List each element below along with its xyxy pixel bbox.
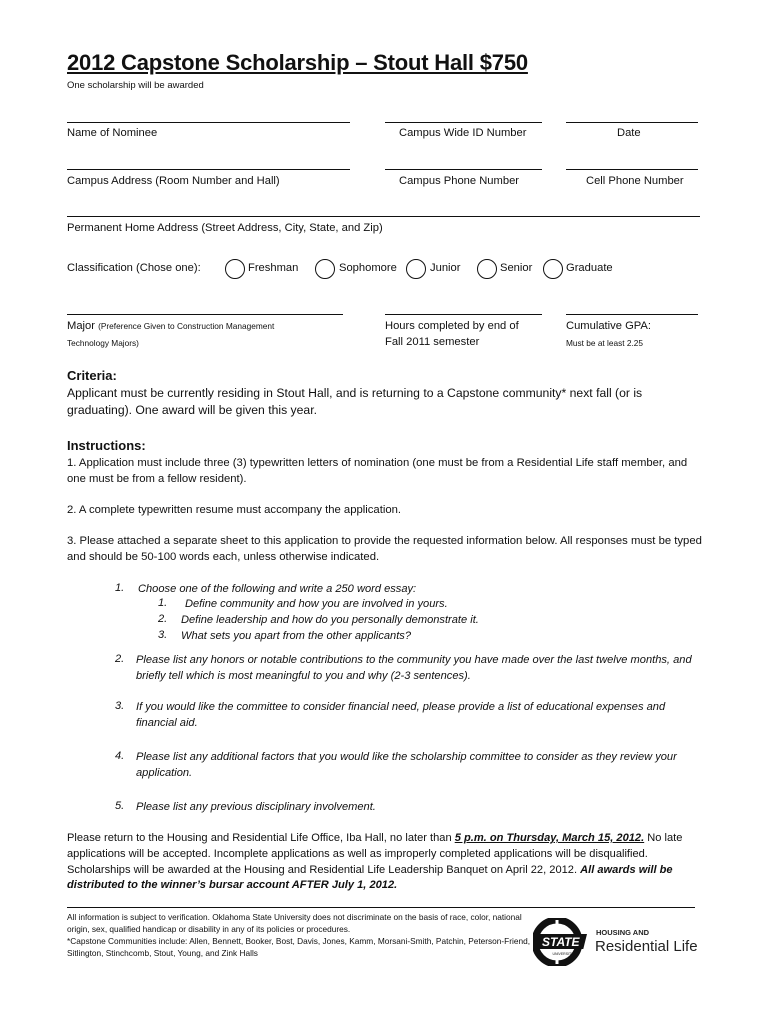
campus-phone-line[interactable] [385, 169, 542, 170]
question-number: 3. [115, 700, 125, 712]
instructions-heading: Instructions: [67, 438, 146, 453]
return-lead: Please return to the Housing and Residential Life Office, Iba Hall, no later than [67, 832, 455, 844]
question-number: 2. [115, 653, 125, 665]
question-text: If you would like the committee to consider financial need, please provide a list of educational expenses and financial aid. [136, 701, 666, 729]
cell-phone-label: Cell Phone Number [586, 175, 684, 187]
logo-small-text: HOUSING AND [596, 928, 650, 937]
subquestion-text: What sets you apart from the other applicants? [181, 630, 412, 642]
logo-large-text: Residential Life [595, 938, 698, 955]
return-deadline: 5 p.m. on Thursday, March 15, 2012. [454, 832, 645, 844]
instruction-3: 3. Please attached a separate sheet to this application to provide the requested information below. All responses must be typed and should be 50-100 words each, unless otherwise indicated. [67, 535, 702, 563]
footer-disclaimer: All information is subject to verification. Oklahoma State University does not discriminate on the basis of race, color, national origin, sex, qualified handicap or disability in any of its policies or procedures. [67, 912, 522, 934]
permanent-address-label: Permanent Home Address (Street Address, City, State, and Zip) [67, 222, 383, 234]
question-text: Please list any honors or notable contributions to the community you have made over the last twelve months, and briefly tell which is most meaningful to you and why (2-3 sentences). [136, 654, 692, 682]
question-number: 1. [115, 582, 125, 594]
emblem-bottom-text: UNIVERSITY [552, 952, 574, 956]
option-junior: Junior [430, 262, 461, 274]
criteria-text: Applicant must be currently residing in Stout Hall, and is returning to a Capstone community* next fall (or is graduating). One award will be given this year. [67, 386, 643, 417]
option-senior: Senior [500, 262, 533, 274]
option-sophomore: Sophomore [339, 262, 397, 274]
campus-id-line[interactable] [385, 122, 542, 123]
footer [67, 911, 537, 959]
major-note-1: (Preference Given to Construction Management [98, 321, 275, 331]
major-label [67, 320, 274, 332]
gpa-label: Cumulative GPA: [566, 320, 651, 332]
emblem-state-text: STATE [542, 935, 580, 949]
nominee-label: Name of Nominee [67, 127, 158, 139]
subquestion-text: Define leadership and how do you personally demonstrate it. [181, 614, 479, 626]
criteria-heading: Criteria: [67, 368, 117, 383]
campus-address-line[interactable] [67, 169, 350, 170]
hours-line[interactable] [385, 314, 542, 315]
question-text: Choose one of the following and write a 250 word essay: [138, 583, 417, 595]
option-freshman: Freshman [248, 262, 299, 274]
return-mid: No late applications will be accepted. Incomplete applications as well as improperly completed applications will be disqualified. Scholarships will be awarded at the Housing and Residential Life Leadership Banquet on April 22, 2012. [67, 832, 683, 876]
radio-junior[interactable] [406, 259, 426, 279]
question-text: Please list any additional factors that you would like the scholarship committee to consider as they review your application. [136, 751, 677, 779]
footer-divider [67, 907, 695, 908]
subquestion-number: 2. [158, 613, 168, 625]
radio-graduate[interactable] [543, 259, 563, 279]
nominee-line[interactable] [67, 122, 350, 123]
hours-label-1: Hours completed by end of [385, 320, 519, 332]
radio-senior[interactable] [477, 259, 497, 279]
cell-phone-line[interactable] [566, 169, 698, 170]
question-number: 4. [115, 750, 125, 762]
major-note-2: Technology Majors) [67, 338, 139, 348]
classification-label: Classification (Chose one): [67, 262, 201, 274]
hours-label-2: Fall 2011 semester [385, 336, 480, 348]
date-label: Date [617, 127, 641, 139]
major-label-text: Major [67, 320, 95, 332]
date-line[interactable] [566, 122, 698, 123]
question-number: 5. [115, 800, 125, 812]
return-paragraph [67, 831, 702, 894]
footer-capstone-list: *Capstone Communities include: Allen, Bennett, Booker, Bost, Davis, Jones, Kamm, Morsani-Smith, Patchin, Peterson-Friend, Sitlington, Stinchcomb, Stout, Young, and Zink Halls [67, 936, 530, 958]
radio-freshman[interactable] [225, 259, 245, 279]
page-title: 2012 Capstone Scholarship – Stout Hall $750 [67, 50, 528, 75]
gpa-note: Must be at least 2.25 [566, 338, 644, 348]
subquestion-number: 1. [158, 597, 168, 609]
instruction-2: 2. A complete typewritten resume must accompany the application. [67, 504, 402, 516]
question-text: Please list any previous disciplinary involvement. [136, 801, 376, 813]
subquestion-text: Define community and how you are involved in yours. [185, 598, 448, 610]
campus-address-label: Campus Address (Room Number and Hall) [67, 175, 280, 187]
subtitle: One scholarship will be awarded [67, 80, 204, 91]
osu-emblem-icon [533, 918, 708, 966]
campus-id-label: Campus Wide ID Number [399, 127, 527, 139]
gpa-line[interactable] [566, 314, 698, 315]
major-line[interactable] [67, 314, 343, 315]
instruction-1: 1. Application must include three (3) typewritten letters of nomination (one must be from a Residential Life staff member, and one must be from a fellow resident). [67, 457, 688, 485]
return-bold-end: All awards will be distributed to the winner’s bursar account AFTER July 1, 2012. [67, 863, 673, 892]
option-graduate: Graduate [566, 262, 613, 274]
radio-sophomore[interactable] [315, 259, 335, 279]
subquestion-number: 3. [158, 629, 168, 641]
permanent-address-line[interactable] [67, 216, 700, 217]
housing-logo [533, 918, 708, 971]
emblem-top-text: OKLAHOMA [547, 929, 567, 933]
campus-phone-label: Campus Phone Number [399, 175, 520, 187]
